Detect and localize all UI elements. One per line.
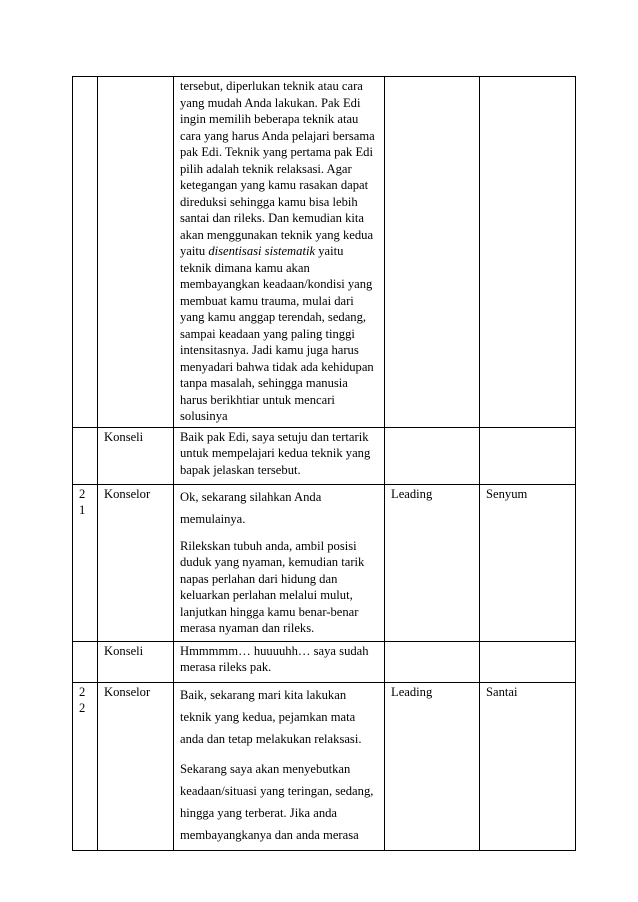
- dialogue-line: harus berikhtiar untuk mencari: [180, 392, 335, 407]
- dialogue-line: cara yang harus Anda pelajari bersama: [180, 128, 375, 143]
- dialogue-line: ketegangan yang kamu rasakan dapat: [180, 178, 369, 192]
- dialogue-line: yang kamu anggap terendah, sedang,: [180, 310, 367, 324]
- dialogue-line: anda dan tetap melakukan relaksasi.: [180, 731, 362, 746]
- row-number: 21: [73, 484, 98, 641]
- technique-cell: Leading: [385, 682, 480, 850]
- dialogue-line: menyadari bahwa tidak ada kehidupan: [180, 359, 374, 374]
- dialogue-line: teknik yang kedua, pejamkan mata: [180, 709, 356, 724]
- nonverbal-cell: [480, 641, 576, 682]
- technique-cell: [385, 641, 480, 682]
- dialogue-cell: [174, 77, 385, 428]
- nonverbal-cell: [480, 77, 576, 428]
- italic-term: disentisasi sistematik: [208, 244, 316, 258]
- speaker-cell: Konselor: [98, 682, 174, 850]
- dialogue-line: lanjutkan hingga kamu benar-benar: [180, 604, 359, 619]
- dialogue-line: direduksi sehingga kamu bisa lebih: [180, 194, 358, 209]
- dialogue-line: keadaan/situasi yang teringan, sedang,: [180, 783, 374, 798]
- nonverbal-cell: Santai: [480, 682, 576, 850]
- speaker-cell: Konselor: [98, 484, 174, 641]
- dialogue-line: Ok, sekarang silahkan Anda: [180, 489, 322, 504]
- dialogue-line: keluarkan perlahan melalui mulut,: [180, 588, 353, 602]
- dialogue-line: santai dan rileks. Dan kemudian kita: [180, 211, 364, 225]
- speaker-cell: Konseli: [98, 427, 174, 484]
- technique-cell: [385, 427, 480, 484]
- speaker-cell: [98, 77, 174, 428]
- dialogue-line: duduk yang nyaman, kemudian tarik: [180, 555, 365, 569]
- dialogue-line: pilih adalah teknik relaksasi. Agar: [180, 161, 352, 176]
- nonverbal-cell: Senyum: [480, 484, 576, 641]
- dialogue-line: untuk mempelajari kedua teknik yang: [180, 446, 371, 460]
- dialogue-line: ingin memilih beberapa teknik atau: [180, 112, 359, 126]
- table-row: [73, 641, 576, 682]
- dialogue-line: merasa nyaman dan rileks.: [180, 621, 315, 635]
- dialogue-cell: [174, 641, 385, 682]
- dialogue-line: membayangkan keadaan/kondisi yang: [180, 277, 373, 291]
- dialogue-line: teknik dimana kamu akan: [180, 260, 310, 275]
- dialogue-line: sampai keadaan yang paling tinggi: [180, 326, 355, 341]
- table-row: [73, 77, 576, 428]
- dialogue-line: napas perlahan dari hidung dan: [180, 571, 338, 586]
- text-before-term: yaitu: [180, 244, 209, 258]
- dialogue-line: solusinya: [180, 409, 228, 423]
- dialogue-line: Rilekskan tubuh anda, ambil posisi: [180, 538, 357, 553]
- row-number: [73, 77, 98, 428]
- row-number: [73, 427, 98, 484]
- dialogue-line: membayangkanya dan anda merasa: [180, 827, 359, 842]
- table-row: [73, 427, 576, 484]
- paragraph-gap: [180, 750, 378, 758]
- dialogue-cell: [174, 682, 385, 850]
- dialogue-line: tersebut, diperlukan teknik atau cara: [180, 79, 363, 93]
- dialogue-line: memulainya.: [180, 511, 246, 526]
- dialogue-line: akan menggunakan teknik yang kedua: [180, 227, 374, 242]
- text-after-term: yaitu: [315, 244, 344, 258]
- dialogue-line: hingga yang terberat. Jika anda: [180, 805, 338, 820]
- dialogue-line: merasa rileks pak.: [180, 660, 272, 674]
- table-row: [73, 484, 576, 641]
- technique-cell: [385, 77, 480, 428]
- dialogue-line: bapak jelaskan tersebut.: [180, 462, 301, 477]
- dialogue-line: pak Edi. Teknik yang pertama pak Edi: [180, 145, 373, 159]
- dialogue-cell: [174, 427, 385, 484]
- dialogue-line: Sekarang saya akan menyebutkan: [180, 761, 351, 776]
- dialogue-line-with-term: [180, 243, 378, 260]
- dialogue-line: yang mudah Anda lakukan. Pak Edi: [180, 95, 361, 110]
- dialogue-line: tanpa masalah, sehingga manusia: [180, 376, 348, 390]
- table-row: [73, 682, 576, 850]
- speaker-cell: Konseli: [98, 641, 174, 682]
- row-number: [73, 641, 98, 682]
- paragraph-gap: [180, 530, 378, 538]
- dialogue-line: Baik, sekarang mari kita lakukan: [180, 687, 347, 702]
- dialogue-line: membuat kamu trauma, mulai dari: [180, 293, 354, 308]
- technique-cell: Leading: [385, 484, 480, 641]
- nonverbal-cell: [480, 427, 576, 484]
- dialogue-line: Baik pak Edi, saya setuju dan tertarik: [180, 429, 369, 444]
- counseling-transcript-table: [72, 76, 576, 851]
- dialogue-line: Hmmmmm… huuuuhh… saya sudah: [180, 643, 369, 658]
- dialogue-line: intensitasnya. Jadi kamu juga harus: [180, 343, 359, 357]
- row-number: 22: [73, 682, 98, 850]
- dialogue-cell: [174, 484, 385, 641]
